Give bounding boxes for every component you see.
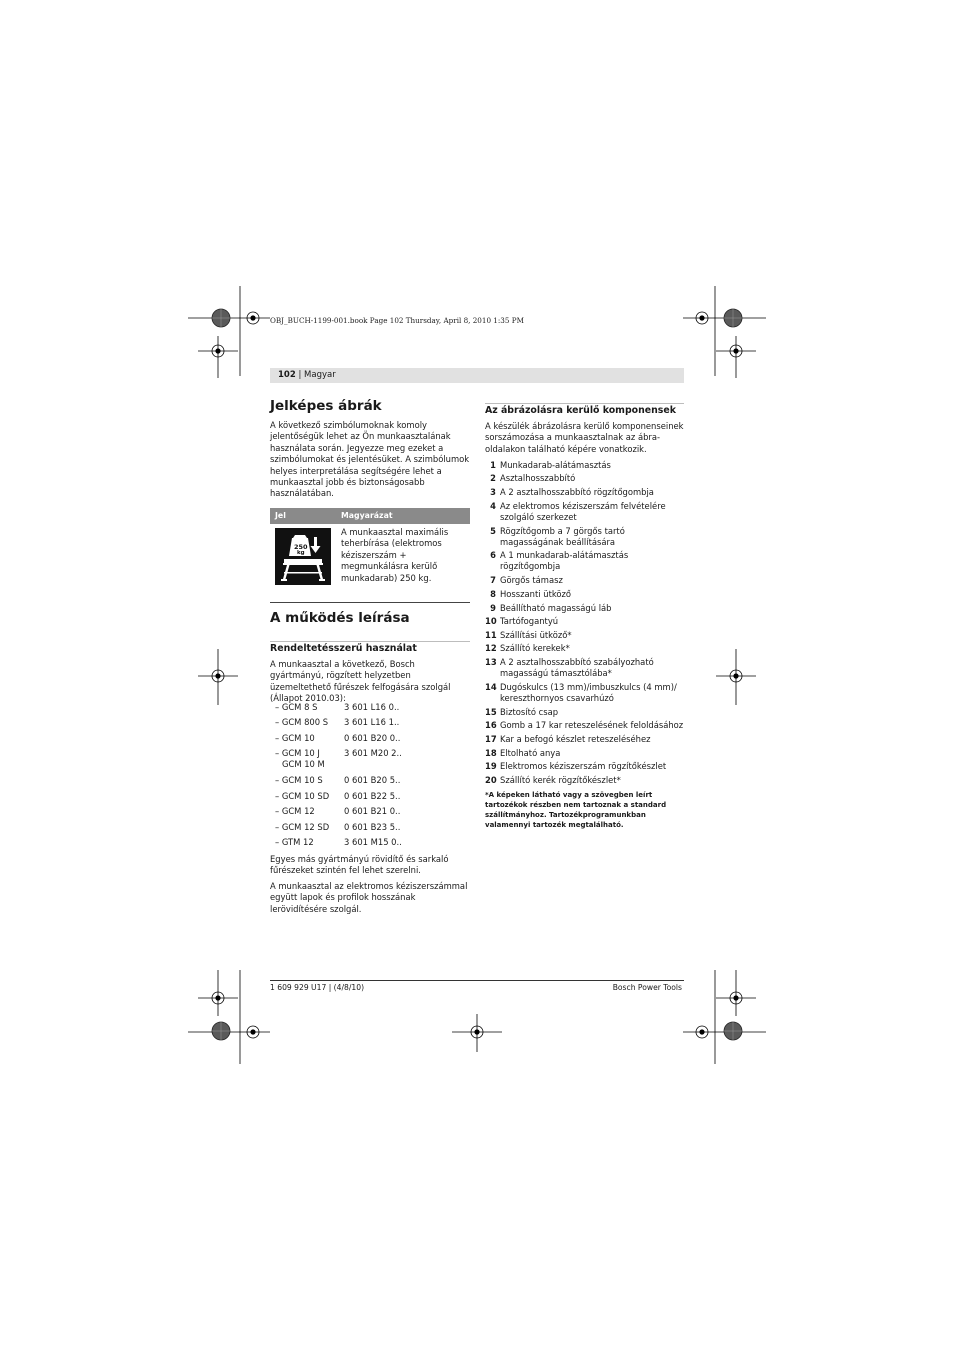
section-rule xyxy=(270,641,470,642)
component-text: Rögzítőgomb a 7 görgős tartó magasságának beállítására xyxy=(500,526,625,547)
section-rule xyxy=(485,403,684,404)
other-saws-text: Egyes más gyártmányú rövidítő és sarkaló fűrészeket szintén fel lehet szerelni. xyxy=(270,854,449,876)
load-unit-label: kg xyxy=(297,550,305,556)
operation-heading: A működés leírása xyxy=(270,610,410,626)
symbols-section xyxy=(270,398,470,500)
component-text: A 2 asztalhosszabbító rögzítőgombja xyxy=(500,487,654,497)
component-number: 2 xyxy=(490,473,496,483)
load-value-label: 250 xyxy=(294,543,308,551)
footer-brand: Bosch Power Tools xyxy=(612,983,682,992)
symbols-table xyxy=(270,508,470,603)
component-text: Munkadarab-alátámasztás xyxy=(500,460,611,470)
component-text: Elektromos kéziszerszám rögzítőkészlet xyxy=(500,761,667,771)
component-number: 15 xyxy=(485,707,497,717)
component-number: 17 xyxy=(485,734,497,744)
intended-use-heading: Rendeltetésszerű használat xyxy=(270,643,417,654)
component-text: Gomb a 17 kar reteszelésének feloldásához xyxy=(500,720,684,730)
component-number: 12 xyxy=(485,643,497,653)
component-text: Biztosító csap xyxy=(500,707,559,717)
model-code: 3 601 M15 0.. xyxy=(344,837,402,847)
component-text: Dugóskulcs (13 mm)/imbuszkulcs (4 mm)/ kereszthornyos csavarhúzó xyxy=(500,682,677,703)
component-text: Szállítási ütköző* xyxy=(500,630,572,640)
component-number: 9 xyxy=(490,603,496,613)
model-name: – GCM 10 S xyxy=(275,775,323,785)
max-load-icon-graphic xyxy=(275,528,331,585)
col-symbol: Jel xyxy=(275,511,286,520)
component-number: 5 xyxy=(490,526,496,536)
footer-rule xyxy=(270,980,684,981)
component-number: 1 xyxy=(490,460,496,470)
header-separator: | xyxy=(298,370,302,380)
component-number: 8 xyxy=(490,589,496,599)
components-intro: A készülék ábrázolásra kerülő komponenseinek sorszámozása a munkaasztalnak az ábra-oldalakon található képére vonatkozik. xyxy=(485,421,684,454)
intended-use-text: A munkaasztal a következő, Bosch gyártmányú, rögzített helyzetben üzemeltethető fűrészek felfogására szolgál (Állapot 2010.03): xyxy=(270,659,451,704)
model-code: 0 601 B20 0.. xyxy=(344,733,401,743)
component-text: Szállító kerekek* xyxy=(500,643,570,653)
component-number: 16 xyxy=(485,720,497,730)
model-name: – GCM 12 xyxy=(275,806,315,816)
component-text: Görgős támasz xyxy=(500,575,563,585)
model-name: GCM 10 M xyxy=(282,759,325,769)
component-text: Kar a befogó készlet reteszeléséhez xyxy=(500,734,651,744)
page-number: 102 xyxy=(278,370,296,380)
print-slug: OBJ_BUCH-1199-001.book Page 102 Thursday, April 8, 2010 1:35 PM xyxy=(270,316,524,325)
component-text: Tartófogantyú xyxy=(500,616,559,626)
footer-doc-number: 1 609 929 U17 | (4/8/10) xyxy=(270,983,365,992)
other-saws-paragraph xyxy=(270,854,470,915)
component-text: Asztalhosszabbító xyxy=(500,473,576,483)
component-text: Beállítható magasságú láb xyxy=(500,603,612,613)
model-name: – GCM 800 S xyxy=(275,717,329,727)
page-language: Magyar xyxy=(304,370,336,380)
component-number: 11 xyxy=(485,630,497,640)
component-text: Szállító kerék rögzítőkészlet* xyxy=(500,775,621,785)
components-section xyxy=(485,403,684,455)
model-code: 0 601 B21 0.. xyxy=(344,806,401,816)
component-number: 6 xyxy=(490,550,496,560)
components-heading: Az ábrázolásra kerülő komponensek xyxy=(485,405,676,416)
component-number: 19 xyxy=(485,761,497,771)
purpose-text: A munkaasztal az elektromos kéziszerszámmal együtt lapok és profilok hosszának lerövidítésére szolgál. xyxy=(270,880,468,914)
symbols-heading: Jelképes ábrák xyxy=(270,398,382,414)
component-number: 14 xyxy=(485,682,497,692)
symbols-table-header xyxy=(270,508,470,524)
component-text: Hosszanti ütköző xyxy=(500,589,572,599)
model-code: 3 601 M20 2.. xyxy=(344,748,402,758)
component-text: Eltolható anya xyxy=(500,748,561,758)
model-name: – GCM 10 J xyxy=(275,748,320,758)
component-number: 3 xyxy=(490,487,496,497)
max-load-250kg-icon xyxy=(275,528,331,585)
model-code: 3 601 L16 1.. xyxy=(344,717,400,727)
symbols-table-row xyxy=(270,524,470,603)
component-text: A 2 asztalhosszabbító szabályozható magasságú támasztólába* xyxy=(500,657,654,678)
model-name: – GCM 12 SD xyxy=(275,822,330,832)
col-meaning: Magyarázat xyxy=(341,511,393,520)
model-name: – GCM 8 S xyxy=(275,702,318,712)
max-load-meaning: A munkaasztal maximális teherbírása (elektromos kéziszerszám + megmunkálásra kerülő munkadarab) 250 kg. xyxy=(341,527,449,583)
model-name: – GCM 10 xyxy=(275,733,315,743)
component-number: 10 xyxy=(485,616,497,626)
model-code: 0 601 B20 5.. xyxy=(344,775,401,785)
component-text: Az elektromos kéziszerszám felvételére szolgáló szerkezet xyxy=(500,501,666,522)
page-header xyxy=(270,368,684,383)
model-name: – GTM 12 xyxy=(275,837,314,847)
model-code: 0 601 B23 5.. xyxy=(344,822,401,832)
model-code: 3 601 L16 0.. xyxy=(344,702,400,712)
symbols-intro: A következő szimbólumoknak komoly jelentőségük lehet az Ön munkaasztalának használata során. Jegyezze meg ezeket a szimbólumokat és jelentésüket. A szimbólumok helyes interpretálása segítségére lehet a munkaasztal jobb és biztonságosabb használatában. xyxy=(270,420,470,499)
component-number: 13 xyxy=(485,657,497,667)
page-header-text xyxy=(278,370,336,380)
accessories-footnote: *A képeken látható vagy a szövegben leírt tartozékok részben nem tartoznak a standard szállítmányhoz. Tartozékprogramunkban valamennyi tartozék megtalálható. xyxy=(485,791,667,829)
component-number: 4 xyxy=(490,501,496,511)
intended-use-section xyxy=(270,641,470,705)
component-number: 18 xyxy=(485,748,497,758)
component-text: A 1 munkadarab-alátámasztás rögzítőgombja xyxy=(500,550,629,571)
operation-section xyxy=(270,610,470,626)
model-name: – GCM 10 SD xyxy=(275,791,330,801)
component-number: 20 xyxy=(485,775,497,785)
model-code: 0 601 B22 5.. xyxy=(344,791,401,801)
component-number: 7 xyxy=(490,575,496,585)
